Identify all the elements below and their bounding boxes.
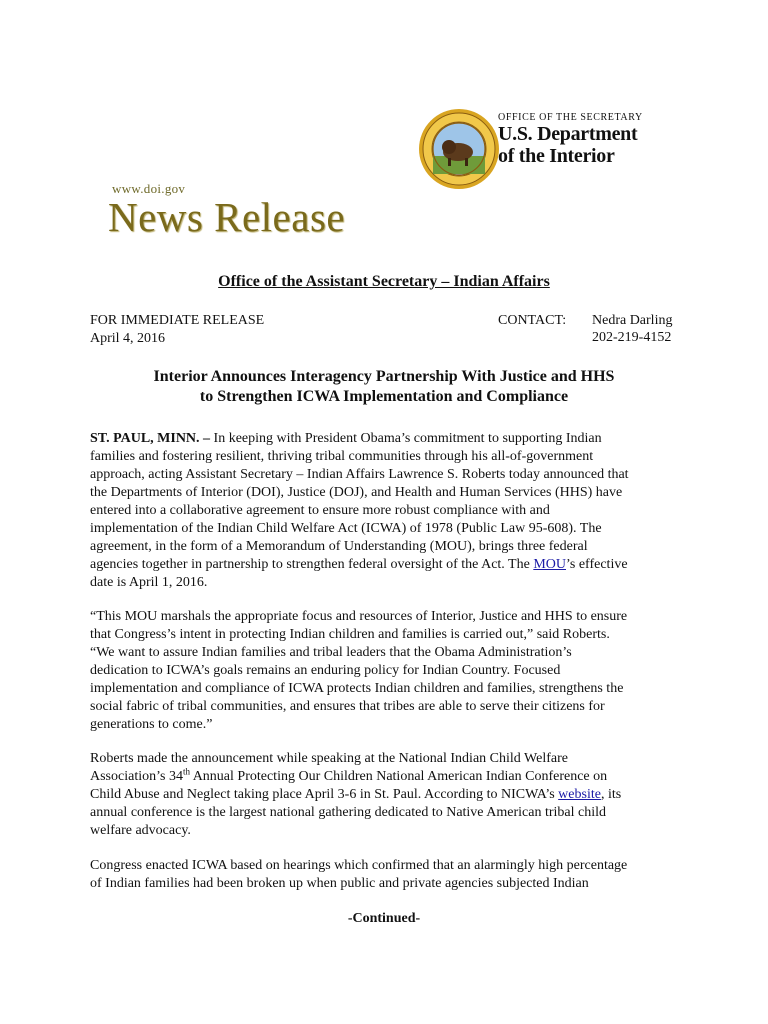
p2-line-1: “This MOU marshals the appropriate focus and resources of Interior, Justice and HHS to ensure [90,609,628,624]
news-release-title: News Release [108,194,346,240]
p3-line-2 [90,768,690,786]
p3-line-2-text-b: Annual Protecting Our Children National American Indian Conference on [189,769,608,784]
p3-line-1: Roberts made the announcement while speaking at the National Indian Child Welfare [90,751,568,766]
ordinal-suffix: th [182,766,190,777]
dept-line-2: of the Interior [498,145,615,167]
headline-line-1: Interior Announces Interagency Partnership With Justice and HHS [153,368,615,385]
p2-line-5: implementation and compliance of ICWA protects Indian children and families, strengthens the [90,681,624,696]
p1-line-9: date is April 1, 2016. [90,575,208,590]
p1-line-6: implementation of the Indian Child Welfare Act (ICWA) of 1978 (Public Law 95-608). The [90,521,602,536]
release-date: April 4, 2016 [90,331,166,346]
p1-line-3: approach, acting Assistant Secretary – Indian Affairs Lawrence S. Roberts today announced that [90,467,629,482]
release-block [90,312,264,348]
p2-line-2: that Congress’s intent in protecting Indian children and families is carried out,” said Roberts. [90,627,610,642]
p3-line-2-text-a: Association’s 34 [90,769,183,784]
p3-line-3 [90,786,690,804]
p4-line-2: of Indian families had been broken up when public and private agencies subjected Indian [90,876,589,891]
p3-line-5: welfare advocacy. [90,823,191,838]
office-title: Office of the Assistant Secretary – Indian Affairs [218,273,550,290]
p1-line-5: entered into a collaborative agreement to ensure more robust compliance with and [90,503,550,518]
p3-line-3-text-a: Child Abuse and Neglect taking place April 3-6 in St. Paul. According to NICWA’s [90,787,559,802]
nicwa-website-link[interactable]: website [558,787,601,802]
p1-line-8 [90,556,690,574]
release-label: FOR IMMEDIATE RELEASE [90,313,265,328]
paragraph-2 [90,608,690,734]
paragraph-1 [90,430,690,592]
p1-line-4: the Departments of Interior (DOI), Justice (DOJ), and Health and Human Services (HHS) have [90,485,623,500]
contact-name: Nedra Darling [592,313,673,328]
paragraph-4 [90,857,690,893]
p3-line-3-text-b: , its [600,787,622,802]
p2-line-3: “We want to assure Indian families and tribal leaders that the Obama Administration’s [90,645,572,660]
headline [0,367,768,407]
p1-line-8-text-a: agencies together in partnership to strengthen federal oversight of the Act. The [90,557,534,572]
p2-line-6: social fabric of tribal communities, and ensures that tribes are able to serve their citizens for [90,699,605,714]
p1-line-8-text-b: ’s effective [566,557,628,572]
p1-line-7: agreement, in the form of a Memorandum of Understanding (MOU), brings three federal [90,539,588,554]
office-of-secretary-label: OFFICE OF THE SECRETARY [498,112,643,123]
p1-line-2: families and fostering resilient, thriving tribal communities through his all-of-government [90,449,594,464]
agency-block [498,112,643,167]
dept-line-1: U.S. Department [498,123,638,145]
contact-label: CONTACT: [498,313,567,328]
p1-line-1-text: In keeping with President Obama’s commitment to supporting Indian [210,431,602,446]
p2-line-7: generations to come.” [90,717,213,732]
doi-seal-icon [418,108,500,190]
dateline: ST. PAUL, MINN. – [90,431,211,446]
paragraph-3 [90,750,690,840]
contact-phone: 202-219-4152 [592,330,672,345]
mou-link[interactable]: MOU [533,557,566,572]
p3-line-4: annual conference is the largest national gathering dedicated to Native American tribal child [90,805,606,820]
p2-line-4: dedication to ICWA’s goals remains an enduring policy for Indian Country. Focused [90,663,561,678]
p4-line-1: Congress enacted ICWA based on hearings which confirmed that an alarmingly high percentage [90,858,628,873]
continued-label: -Continued- [347,911,421,926]
headline-line-2: to Strengthen ICWA Implementation and Compliance [199,388,569,405]
website-label: www.doi.gov [112,181,186,196]
p1-line-1 [90,430,690,448]
